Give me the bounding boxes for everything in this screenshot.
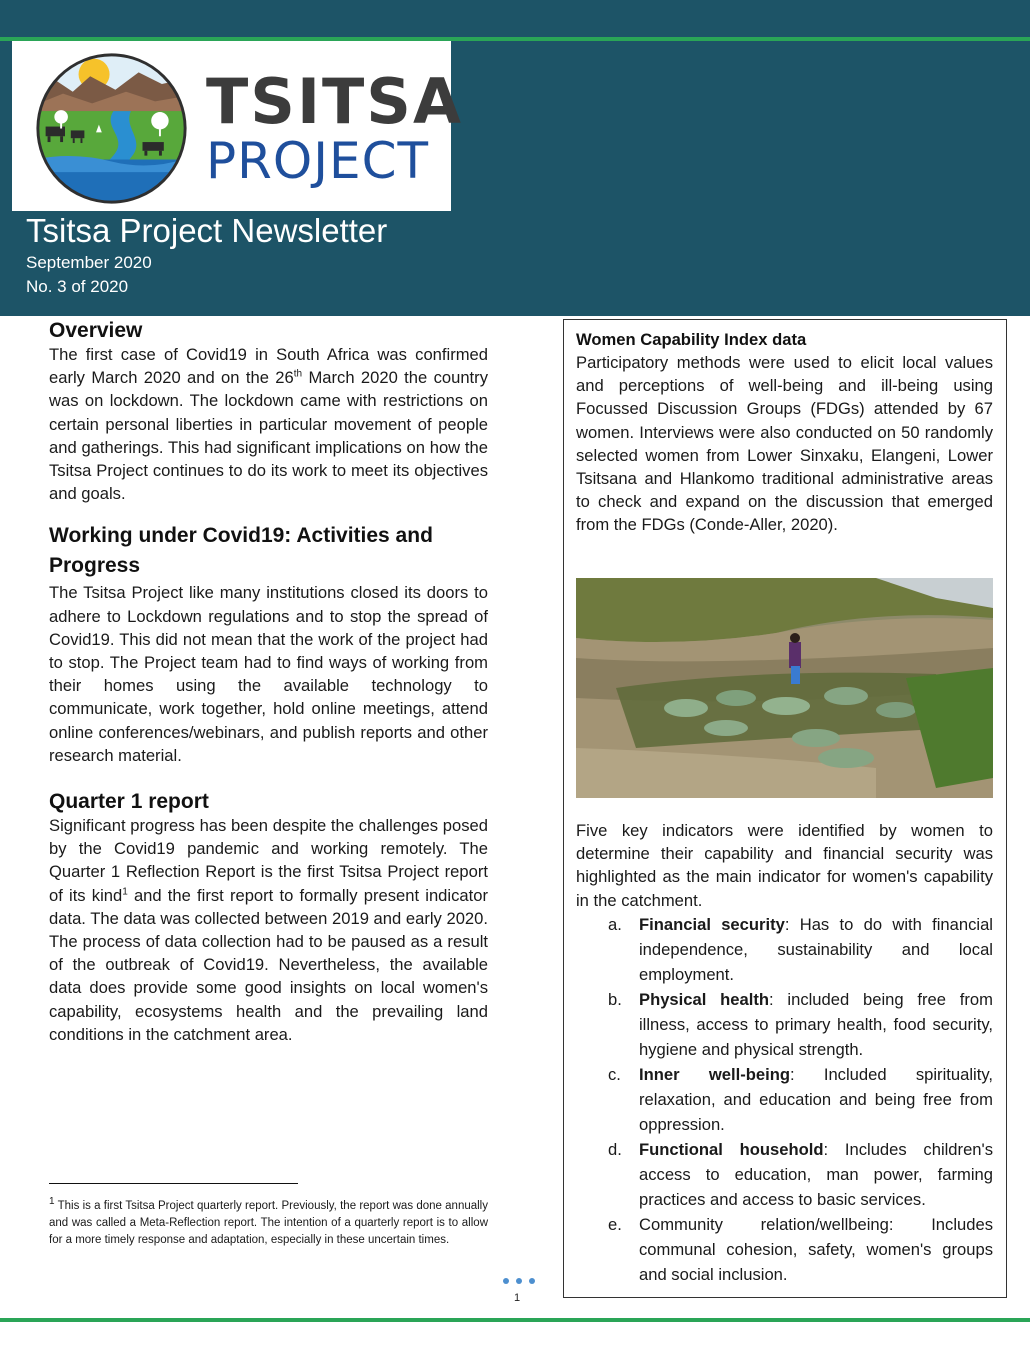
indicator-description: : included being free from illness, access to primary health, food security, hygiene and physical strength. bbox=[639, 989, 993, 1059]
indicator-letter: d. bbox=[608, 1139, 622, 1159]
covid-section-paragraph: The Tsitsa Project like many institutions closed its doors to adhere to Lockdown regulations and to stop the spread of Covid19. This did not mean that the work of the project had to stop. The Project team had to find ways of working from their homes using the available technology to communicate, work together, hold online meetings, attend online conferences/webinars, and publish reports and other research material. bbox=[49, 583, 488, 765]
newsletter-title: Tsitsa Project Newsletter bbox=[26, 212, 388, 249]
indicator-description: : Has to do with financial independence, sustainability and local employment. bbox=[639, 914, 993, 984]
indicator-letter: c. bbox=[608, 1064, 621, 1084]
women-capability-box bbox=[563, 319, 1007, 1298]
tsitsa-logo-emblem bbox=[34, 51, 189, 206]
women-capability-heading: Women Capability Index data bbox=[576, 330, 807, 349]
indicator-item bbox=[576, 1062, 993, 1137]
footnote-reference: 1 bbox=[122, 886, 128, 898]
quarter-report-paragraph bbox=[49, 814, 488, 1046]
logo-text-project: PROJECT bbox=[206, 132, 430, 190]
quarter-report-heading: Quarter 1 report bbox=[49, 790, 209, 814]
indicator-name: Inner well-being bbox=[639, 1064, 790, 1084]
logo-panel bbox=[12, 41, 463, 211]
overview-superscript: th bbox=[293, 368, 303, 380]
women-capability-intro: Participatory methods were used to elicit local values and perceptions of well-being and ill-being using Focussed Discussion Groups (FDGs) attended by 67 women. Interviews were also conducted on 50 randomly selected women from Lower Sinxaku, Elangeni, Lower Tsitsana and Hlankomo traditional administrative areas to check and expand on the discussion that emerged from the FDGs (Conde-Aller, 2020). bbox=[576, 353, 993, 535]
overview-paragraph bbox=[49, 343, 488, 505]
overview-text-part1: The first case of Covid19 in South Africa was confirmed early March 2020 and on the 26 bbox=[49, 345, 488, 388]
indicator-description: : Included spirituality, relaxation, and education and being free from oppression. bbox=[639, 1064, 993, 1134]
quarter-text-part2: and the first report to formally present indicator data. The data was collected between 2019 and early 2020. The process of data collection had to be paused as a result of the outbreak of Covid19. Nevertheless, the available data does provide some good insights on local women's capability, ecosystems health and the prevailing land conditions in the catchment area. bbox=[49, 885, 488, 1044]
indicator-name: Physical health bbox=[639, 989, 769, 1009]
logo-text-tsitsa: TSITSA bbox=[206, 65, 463, 138]
footnote bbox=[49, 1198, 488, 1250]
left-column bbox=[49, 316, 488, 1046]
footnote-text: This is a first Tsitsa Project quarterly report. Previously, the report was done annually and was called a Meta-Reflection report. The intention of a quarterly report is to allow for a more timely response and adaptation, especially in these uncertain times. bbox=[49, 1200, 488, 1247]
indicator-letter: a. bbox=[608, 914, 622, 934]
quarter-text-part1: Significant progress has been despite the challenges posed by the Covid19 pandemic and working remotely. The Quarter 1 Reflection Report is the first Tsitsa Project report of its kind bbox=[49, 816, 488, 905]
indicator-description: Community relation/wellbeing: Includes communal cohesion, safety, women's groups and social inclusion. bbox=[639, 1214, 993, 1284]
footnote-marker: 1 bbox=[49, 1196, 55, 1208]
indicator-item bbox=[576, 1137, 993, 1212]
indicator-description: : Includes children's access to education, man power, farming practices and access to basic services. bbox=[639, 1139, 993, 1209]
indicator-item bbox=[576, 1212, 993, 1287]
indicator-list bbox=[576, 912, 993, 1287]
indicators-intro: Five key indicators were identified by women to determine their capability and financial security was highlighted as the main indicator for women's capability in the catchment. bbox=[576, 821, 993, 910]
indicator-item bbox=[576, 987, 993, 1062]
indicator-item bbox=[576, 912, 993, 987]
overview-heading: Overview bbox=[49, 319, 143, 342]
garden-photo bbox=[576, 578, 993, 798]
indicator-letter: b. bbox=[608, 989, 622, 1009]
newsletter-date: September 2020 bbox=[26, 253, 152, 272]
newsletter-issue-number: No. 3 of 2020 bbox=[26, 277, 129, 296]
indicator-name: Functional household bbox=[639, 1139, 824, 1159]
indicator-letter: e. bbox=[608, 1214, 622, 1234]
indicator-name: Financial security bbox=[639, 914, 785, 934]
covid-section-heading: Working under Covid19: Activities and Progress bbox=[49, 524, 433, 578]
footer-accent-line bbox=[0, 1318, 1030, 1322]
more-dots-icon bbox=[503, 1278, 535, 1286]
footnote-divider bbox=[49, 1183, 298, 1184]
page-number: 1 bbox=[514, 1292, 521, 1304]
overview-text-part2: March 2020 the country was on lockdown. The lockdown came with restrictions on certain personal liberties in particular movement of people and gatherings. This had significant implications on how the Tsitsa Project continues to do its work to meet its objectives and goals. bbox=[49, 368, 488, 504]
